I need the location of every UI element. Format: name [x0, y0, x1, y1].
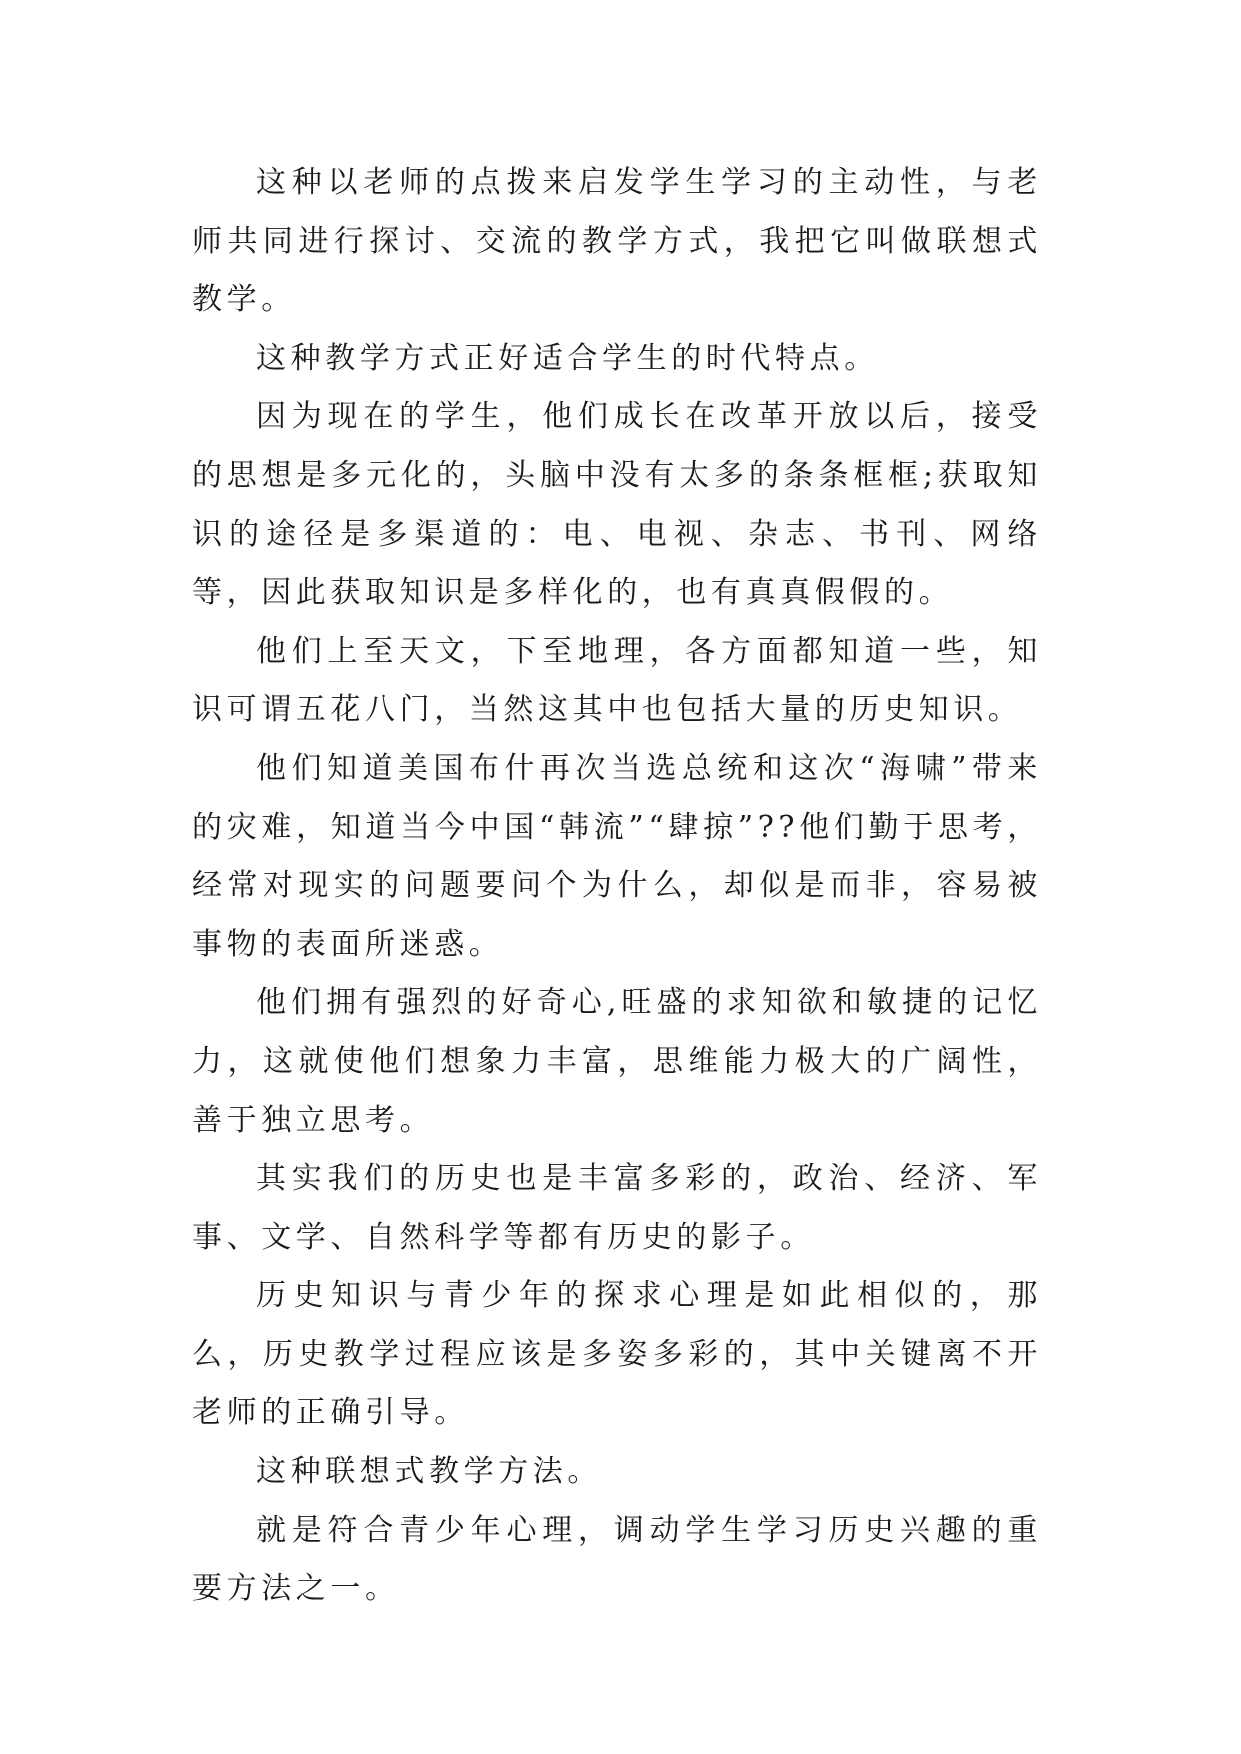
- paragraph: 就是符合青少年心理，调动学生学习历史兴趣的重要方法之一。: [192, 1512, 1042, 1607]
- paragraph: 其实我们的历史也是丰富多彩的，政治、经济、军事、文学、自然科学等都有历史的影子。: [192, 1161, 1042, 1255]
- paragraph: 这种以老师的点拨来启发学生学习的主动性，与老师共同进行探讨、交流的教学方式，我把它叫做联想式教学。: [192, 165, 1042, 318]
- paragraph: 因为现在的学生，他们成长在改革开放以后，接受的思想是多元化的，头脑中没有太多的条条框框;获取知识的途径是多渠道的：电、电视、杂志、书刊、网络等，因此获取知识是多样化的，也有真真假假的。: [192, 399, 1042, 611]
- paragraph: 这种教学方式正好适合学生的时代特点。: [256, 340, 879, 376]
- document-page: [192, 0, 1042, 1754]
- paragraph: 历史知识与青少年的探求心理是如此相似的，那么，历史教学过程应该是多姿多彩的，其中关键离不开老师的正确引导。: [192, 1278, 1042, 1431]
- paragraph: 这种联想式教学方法。: [256, 1454, 602, 1490]
- paragraph: 他们知道美国布什再次当选总统和这次“海啸”带来的灾难，知道当今中国“韩流”“肆掠”??他们勤于思考，经常对现实的问题要问个为什么，却似是而非，容易被事物的表面所迷惑。: [192, 750, 1042, 962]
- paragraph: 他们上至天文，下至地理，各方面都知道一些，知识可谓五花八门，当然这其中也包括大量的历史知识。: [192, 633, 1042, 728]
- paragraph: 他们拥有强烈的好奇心,旺盛的求知欲和敏捷的记忆力，这就使他们想象力丰富，思维能力极大的广阔性，善于独立思考。: [192, 985, 1042, 1138]
